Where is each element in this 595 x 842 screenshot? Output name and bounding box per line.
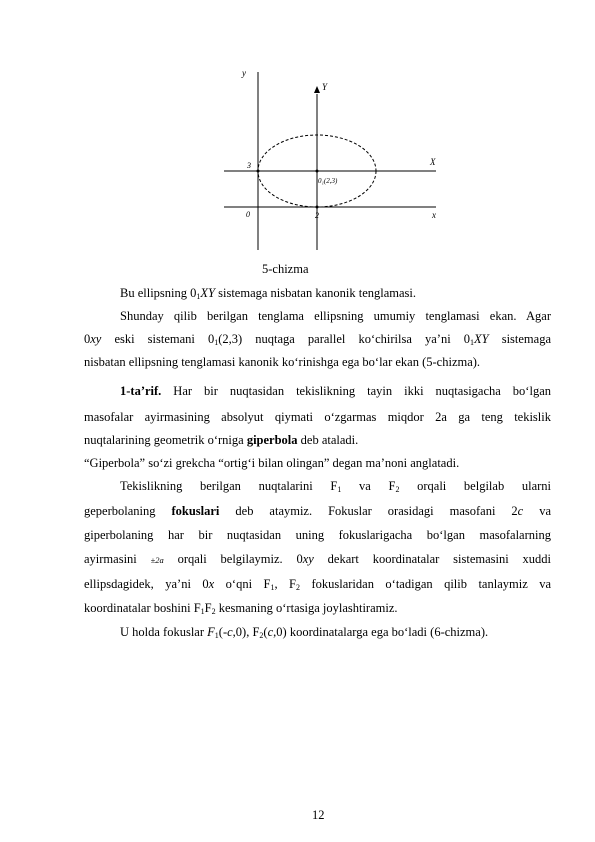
p3-l1a: Tekislikning berilgan nuqtalarini F	[120, 479, 338, 493]
p2-line-3	[84, 352, 551, 372]
p2-l1-text: Shunday qilib berilgan tenglama ellipsning umumiy tenglamasi ekan. Agar	[120, 309, 551, 323]
p3-l1e: orqali belgilab ularni	[399, 479, 552, 493]
p3-line-3	[84, 525, 551, 545]
p3-line-1	[84, 476, 551, 496]
p3-l6c: F	[204, 601, 212, 615]
definition-l3a: nuqtalarining geometrik o‘rniga	[84, 433, 247, 447]
p4-i: c	[267, 625, 274, 639]
p2-l2c: eski sistemani 0	[101, 332, 215, 346]
p2-l2b: xy	[90, 332, 102, 346]
p3-l1c: va F	[341, 479, 396, 493]
two-label: 2	[315, 211, 319, 220]
p3-l4e: dekart koordinatalar sistemasini xuddi	[313, 552, 551, 566]
p4-a: U holda fokuslar	[120, 625, 208, 639]
p3-l5f: 2	[296, 583, 301, 592]
etymology-line	[84, 453, 551, 473]
p3-l2c: deb ataymiz. Fokuslar orasidagi masofani 2	[219, 504, 518, 518]
definition-line-2	[84, 407, 551, 427]
p4-d: (-	[218, 625, 228, 639]
p3-line-2	[84, 501, 551, 521]
p3-l6e: kesmaning o‘rtasiga joylashtiramiz.	[215, 601, 398, 615]
definition-l2: masofalar ayirmasining absolyut qiymati o‘zgarmas miqdor 2a ga teng tekislik	[84, 410, 551, 424]
p3-l4c: orqali belgilaymiz. 0	[163, 552, 303, 566]
center-point	[316, 170, 319, 173]
p1-text-d: sistemaga nisbatan kanonik tenglamasi.	[215, 286, 416, 300]
point-three	[257, 170, 260, 173]
p3-l2b: fokuslari	[171, 504, 220, 518]
p3-l4a: ayirmasini	[84, 552, 151, 566]
ellipse-figure	[222, 64, 448, 256]
p3-line-6	[84, 598, 551, 618]
p4-c: 1	[214, 631, 219, 640]
p4-line	[84, 622, 551, 642]
p1-var: XY	[200, 286, 215, 300]
page-number: 12	[312, 808, 325, 822]
p3-l2a: geperbolaning	[84, 504, 172, 518]
x-label: x	[432, 210, 436, 220]
definition-l3b: deb ataladi.	[297, 433, 359, 447]
p3-l2d: c	[517, 504, 524, 518]
definition-l1: Har bir nuqtasidan tekislikning tayin ikki nuqtasigacha bo‘lgan	[161, 384, 551, 398]
p3-line-4	[84, 549, 551, 570]
p3-l3: giperbolaning har bir nuqtasidan uning fokuslarigacha bo‘lgan masofalarning	[84, 528, 551, 542]
p2-l3-text: nisbatan ellipsning tenglamasi kanonik ko‘rinishga ega bo‘lar ekan (5-chizma).	[84, 355, 481, 369]
p2-line-2	[84, 329, 551, 349]
p3-line-5	[84, 574, 551, 594]
Y-arrow-marker	[314, 86, 320, 93]
p2-l2h: sistemaga	[488, 332, 552, 346]
p3-l5a: ellipsdagidek, ya’ni 0	[84, 577, 209, 591]
p3-l5g: fokuslaridan o‘tadigan qilib tanlaymiz va	[300, 577, 552, 591]
p4-g: 2	[259, 631, 264, 640]
definition-line-3	[84, 430, 551, 450]
p4-f: ,0), F	[232, 625, 260, 639]
p2-line-1	[84, 306, 551, 326]
ellipse-diagram	[222, 64, 448, 256]
definition-line-1	[84, 381, 551, 401]
p3-l5b: x	[208, 577, 215, 591]
p2-l2d: 1	[214, 338, 219, 347]
p3-l5e: , F	[274, 577, 297, 591]
p3-l5c: o‘qni F	[214, 577, 271, 591]
center-label: 0₁(2,3)	[318, 177, 338, 185]
p4-h: (	[263, 625, 268, 639]
p1-line	[84, 283, 551, 303]
p3-l6a: koordinatalar boshini F	[84, 601, 201, 615]
definition-title: 1-ta’rif.	[120, 384, 162, 398]
p4-e: c	[227, 625, 233, 639]
p3-l4b: ±2a	[150, 555, 164, 565]
origin-label: 0	[246, 210, 250, 219]
p1-sub: 1	[196, 292, 201, 301]
p3-l6d: 2	[211, 607, 216, 616]
p2-l2a: 0	[84, 332, 91, 346]
p3-l1d: 2	[395, 485, 400, 494]
point-two	[316, 206, 319, 209]
y-label: y	[242, 68, 246, 78]
p3-l6b: 1	[200, 607, 205, 616]
p3-l1b: 1	[337, 485, 342, 494]
etymology-text: “Giperbola” so‘zi grekcha “ortig‘i bilan olingan” degan ma’noni anglatadi.	[84, 456, 460, 470]
Y-label: Y	[322, 82, 328, 92]
p4-b: F	[207, 625, 215, 639]
three-label: 3	[247, 161, 251, 170]
p1-text-a: Bu ellipsning 0	[120, 286, 197, 300]
p2-l2e: (2,3) nuqtaga parallel ko‘chirilsa ya’ni 0	[218, 332, 471, 346]
p4-j: ,0) koordinatalarga ega bo‘ladi (6-chizma).	[273, 625, 489, 639]
p3-l5d: 1	[270, 583, 275, 592]
figure-caption: 5-chizma	[262, 262, 309, 276]
p2-l2g: XY	[474, 332, 489, 346]
definition-term: giperbola	[246, 433, 298, 447]
p2-l2f: 1	[470, 338, 475, 347]
X-label: X	[430, 157, 436, 167]
p3-l2e: va	[523, 504, 551, 518]
p3-l4d: xy	[302, 552, 314, 566]
